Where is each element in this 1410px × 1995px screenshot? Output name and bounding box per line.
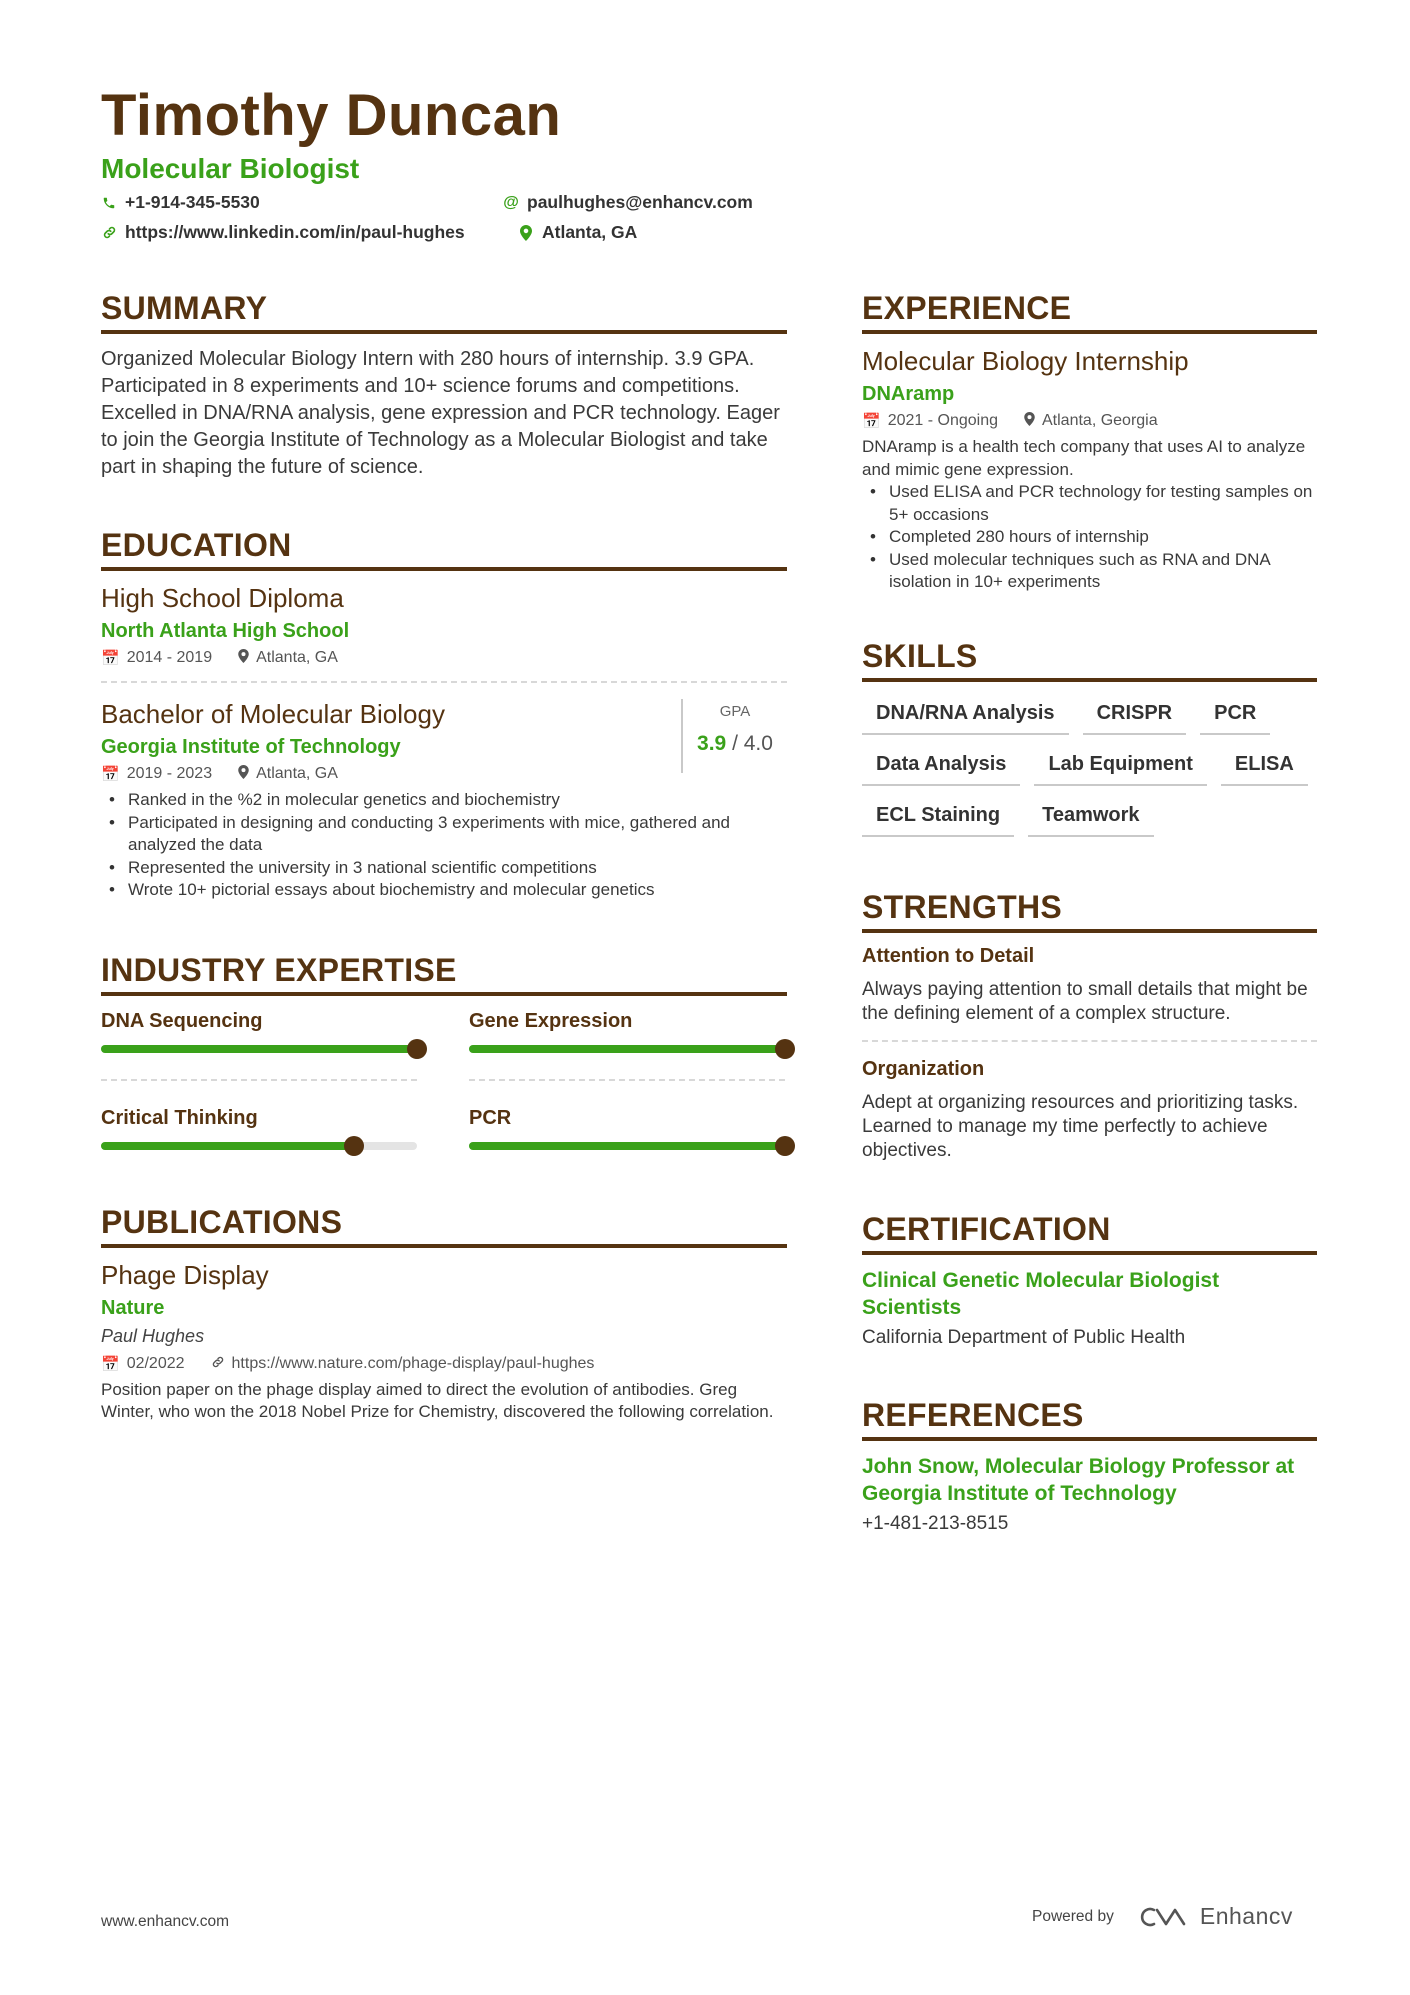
expertise-item [469,1105,785,1150]
location-pin-icon [238,765,249,783]
company-name: DNAramp [862,383,955,405]
skill-tag: Teamwork [1028,804,1153,837]
at-icon: @ [503,193,519,211]
location-pin-icon [1024,412,1035,430]
gpa-score: 3.9 [697,732,727,755]
publication-date: 02/2022 [126,1354,185,1372]
strength-text: Always paying attention to small details that might be the defining element of a complex structure. [862,978,1308,1024]
brand-name: Enhancv [1199,1903,1293,1929]
right-column [862,290,1317,1581]
expertise-bar-fill [469,1045,785,1053]
calendar-icon: 📅 [101,766,120,783]
divider [469,1079,785,1081]
skill-tag: ECL Staining [862,804,1014,837]
link-icon [211,1355,225,1373]
divider [101,681,787,683]
degree-title: Bachelor of Molecular Biology [101,699,445,729]
expertise-name: PCR [469,1106,512,1129]
reference-phone: +1-481-213-8515 [862,1512,1009,1534]
gpa-label: GPA [719,703,751,720]
references-section [862,1397,1317,1535]
publication-meta [101,1355,787,1373]
calendar-icon: 📅 [101,1355,120,1373]
experience-location: Atlanta, Georgia [1042,412,1158,429]
expertise-name: Gene Expression [469,1009,633,1032]
expertise-name: Critical Thinking [101,1106,258,1129]
skills-section [862,638,1317,837]
list-item: • Participated in designing and conducting 3 experiments with mice, gathered and analyzed the data [101,812,787,857]
location-pin-icon [518,225,534,241]
expertise-bar [101,1142,417,1150]
education-entry [101,699,787,902]
footer-website[interactable]: www.enhancv.com [101,1913,230,1930]
skill-tag: CRISPR [1083,702,1187,735]
publication-publisher: Nature [101,1296,165,1319]
location-text: Atlanta, GA [542,222,638,242]
list-item: • Ranked in the %2 in molecular genetics and biochemistry [101,789,787,812]
skill-tag: Lab Equipment [1034,753,1206,786]
expertise-bar [469,1142,785,1150]
left-column [101,290,787,1470]
education-dates: 2019 - 2023 [126,765,213,782]
job-title: Molecular Biology Internship [862,346,1189,376]
expertise-bar-fill [469,1142,785,1150]
education-meta [101,649,787,667]
phone-icon [101,196,117,210]
gpa-value [683,732,787,756]
expertise-bar [469,1045,785,1053]
link-icon [101,225,117,240]
gpa-box [681,699,787,773]
publication-author: Paul Hughes [101,1325,205,1346]
strengths-heading: STRENGTHS [862,889,1317,933]
list-item: • Used molecular techniques such as RNA and DNA isolation in 10+ experiments [862,549,1317,594]
education-heading: EDUCATION [101,527,787,571]
certification-issuer: California Department of Public Health [862,1326,1186,1348]
expertise-bar-knob [775,1136,795,1156]
company-description: DNAramp is a health tech company that uses AI to analyze and mimic gene expression. [862,437,1306,479]
strength-item [862,945,1317,1026]
expertise-bar-knob [407,1039,427,1059]
phone-text: +1-914-345-5530 [125,192,260,212]
skills-list [862,702,1317,837]
education-entry [101,583,787,667]
school-name: North Atlanta High School [101,620,350,642]
experience-dates: 2021 - Ongoing [887,412,998,429]
school-name: Georgia Institute of Technology [101,736,401,758]
expertise-grid [101,1008,787,1150]
calendar-icon: 📅 [862,413,881,430]
strength-text: Adept at organizing resources and prioritizing tasks. Learned to manage my time perfectly to achieve objectives. [862,1091,1299,1161]
expertise-name: DNA Sequencing [101,1009,263,1032]
divider [862,1040,1317,1042]
publication-url[interactable]: https://www.nature.com/phage-display/paul-hughes [231,1354,595,1372]
references-heading: REFERENCES [862,1397,1317,1441]
list-item: • Wrote 10+ pictorial essays about biochemistry and molecular genetics [101,879,787,902]
linkedin-text: https://www.linkedin.com/in/paul-hughes [125,222,465,242]
expertise-bar-fill [101,1045,417,1053]
skill-tag: Data Analysis [862,753,1020,786]
list-item: • Completed 280 hours of internship [862,526,1317,549]
degree-title: High School Diploma [101,583,344,613]
location-pin-icon [238,649,249,667]
divider [101,1079,417,1081]
publication-description: Position paper on the phage display aimed to direct the evolution of antibodies. Greg Winter, who won the 2018 Nobel Prize for Chemistry, discovered the following correlation. [101,1379,774,1421]
strength-title: Attention to Detail [862,944,1035,967]
experience-meta [862,412,1317,430]
expertise-heading: INDUSTRY EXPERTISE [101,952,787,996]
summary-section [101,290,787,481]
footer-branding [1032,1903,1293,1930]
reference-name: John Snow, Molecular Biology Professor at Georgia Institute of Technology [862,1454,1295,1505]
expertise-bar-knob [344,1136,364,1156]
education-dates: 2014 - 2019 [126,649,213,666]
expertise-item [101,1008,417,1053]
experience-section [862,290,1317,594]
list-item: • Represented the university in 3 national scientific competitions [101,857,787,880]
experience-heading: EXPERIENCE [862,290,1317,334]
powered-by-text: Powered by [1032,1907,1114,1925]
gpa-max: / 4.0 [732,732,773,755]
publications-heading: PUBLICATIONS [101,1204,787,1248]
experience-bullets [862,481,1317,594]
contact-email[interactable] [503,192,753,213]
contact-linkedin[interactable] [101,222,465,243]
summary-text: Organized Molecular Biology Intern with 280 hours of internship. 3.9 GPA. Participated in 8 experiments and 10+ science forums and competitions. Excelled in DNA/RNA analysis, gene expression and PCR technology. Eager to join the Georgia Institute of Technology as a Molecular Biologist and take part in shaping the future of science. [101,348,780,478]
candidate-name: Timothy Duncan [101,83,562,148]
education-location: Atlanta, GA [256,765,338,782]
calendar-icon: 📅 [101,650,120,667]
skill-tag: DNA/RNA Analysis [862,702,1069,735]
strengths-section [862,889,1317,1163]
education-section [101,527,787,902]
expertise-bar [101,1045,417,1053]
skill-tag: ELISA [1221,753,1308,786]
expertise-item [101,1105,417,1150]
certification-heading: CERTIFICATION [862,1211,1317,1255]
skills-heading: SKILLS [862,638,1317,682]
enhancv-logo-icon [1140,1906,1186,1928]
strength-item [862,1058,1317,1163]
certification-section [862,1211,1317,1349]
list-item: • Used ELISA and PCR technology for testing samples on 5+ occasions [862,481,1317,526]
summary-heading: SUMMARY [101,290,787,334]
email-text: paulhughes@enhancv.com [527,192,753,212]
publication-title: Phage Display [101,1259,269,1290]
contact-phone [101,192,260,213]
skill-tag: PCR [1200,702,1270,735]
certification-name: Clinical Genetic Molecular Biologist Scientists [862,1268,1220,1319]
candidate-role: Molecular Biologist [101,153,360,184]
strength-title: Organization [862,1057,985,1080]
education-location: Atlanta, GA [256,649,338,666]
expertise-item [469,1008,785,1053]
expertise-bar-fill [101,1142,354,1150]
expertise-section [101,952,787,1150]
expertise-bar-knob [775,1039,795,1059]
contact-location [518,222,637,243]
publications-section [101,1204,787,1424]
education-bullets [101,789,787,902]
